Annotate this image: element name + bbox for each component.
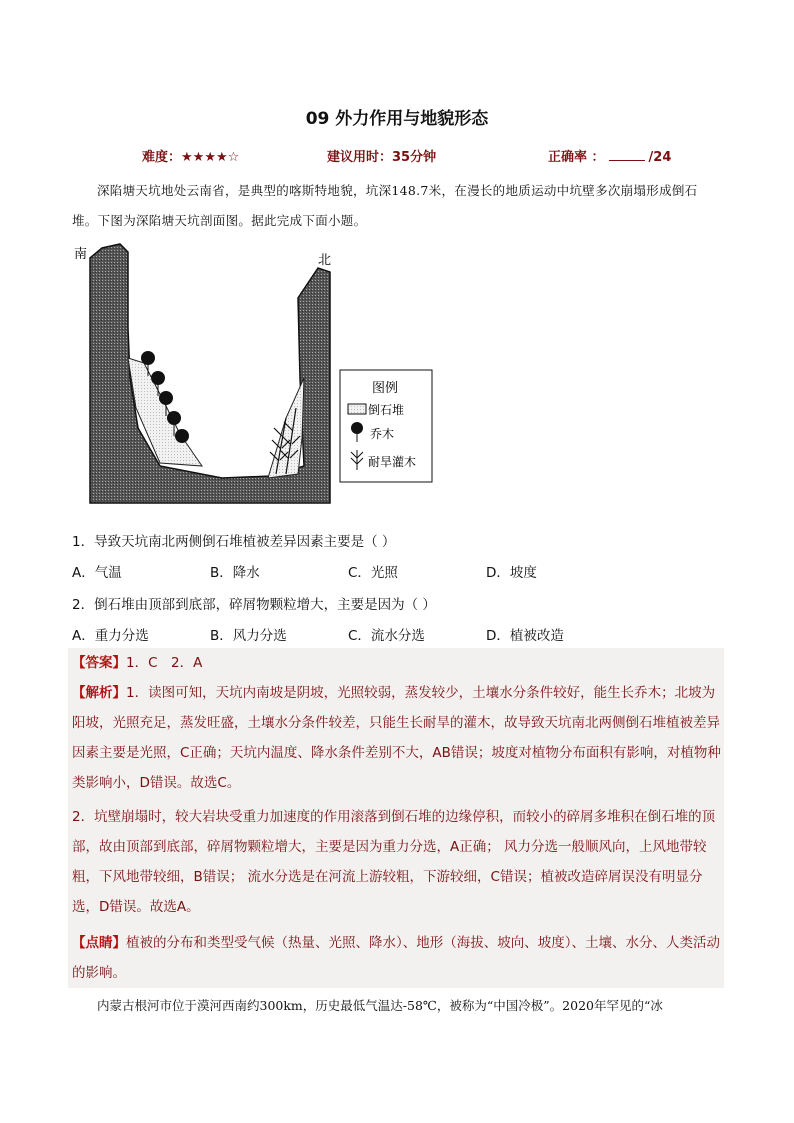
- accuracy-blank[interactable]: [609, 148, 645, 161]
- difficulty-stars: ★★★★☆: [181, 150, 240, 165]
- points-text: 植被的分布和类型受气候（热量、光照、降水）、地形（海拔、坡向、坡度）、土壤、水分、人类活动的影响。: [72, 935, 720, 981]
- profile-diagram: [72, 238, 452, 513]
- page-title: 09 外力作用与地貌形态: [305, 109, 489, 129]
- question-1-stem: 1．导致天坑南北两侧倒石堆植被差异因素主要是（ ）: [72, 534, 396, 550]
- question-2-options: [72, 624, 732, 644]
- question-1-options: [72, 561, 732, 581]
- answer-text: 1．C 2．A: [126, 655, 203, 671]
- difficulty-label: 难度：: [142, 150, 182, 165]
- analysis-1: [72, 678, 724, 798]
- next-section-intro: 内蒙古根河市位于漠河西南约300km，历史最低气温达-58℃，被称为“中国冷极”。2020年罕见的“冰: [97, 998, 663, 1013]
- north-label: 北: [318, 253, 332, 268]
- q2-option-d[interactable]: D．植被改造: [486, 628, 564, 644]
- answer-line: [72, 648, 724, 678]
- accuracy-label: 正确率 ：: [548, 150, 605, 165]
- q2-option-b[interactable]: B．风力分选: [210, 628, 287, 644]
- q2-option-a[interactable]: A．重力分选: [72, 628, 149, 644]
- points-tag: 【点睛】: [72, 935, 126, 951]
- accuracy: [548, 146, 671, 165]
- analysis-1-text: 1．读图可知，天坑内南坡是阴坡，光照较弱，蒸发较少，土壤水分条件较好，能生长乔木；北坡为阳坡，光照充足，蒸发旺盛，土壤水分条件较差，只能生长耐旱的灌木，故导致天坑南北两侧倒石堆植被差异因素主要是光照，C正确；天坑内温度、降水条件差别不大，AB错误；坡度对植物分布面积有影响，对植物种类影响小，D错误。故选C。: [72, 685, 721, 791]
- difficulty: [142, 146, 239, 165]
- q1-option-a[interactable]: A．气温: [72, 565, 122, 581]
- q1-option-b[interactable]: B．降水: [210, 565, 260, 581]
- intro-paragraph: 深陷塘天坑地处云南省，是典型的喀斯特地貌，坑深148.7米，在漫长的地质运动中坑壁多次崩塌形成倒石堆。下图为深陷塘天坑剖面图。据此完成下面小题。: [72, 183, 698, 228]
- points-line: [72, 928, 724, 988]
- suggested-time: [327, 146, 436, 165]
- legend-title: 图例: [372, 381, 399, 396]
- q1-option-d[interactable]: D．坡度: [486, 565, 537, 581]
- analysis-tag: 【解析】: [72, 685, 126, 701]
- figure-legend: [340, 370, 432, 482]
- legend-item-talus: 倒石堆: [368, 403, 405, 417]
- north-talus: [268, 378, 304, 478]
- legend-item-shrub: 耐旱灌木: [368, 455, 417, 469]
- q1-option-c[interactable]: C．光照: [348, 565, 398, 581]
- south-label: 南: [74, 247, 88, 262]
- answer-tag: 【答案】: [72, 655, 126, 671]
- legend-item-tree: 乔木: [370, 427, 395, 441]
- analysis-2: 2．坑壁崩塌时，较大岩块受重力加速度的作用滚落到倒石堆的边缘停积，而较小的碎屑多堆积在倒石堆的顶部，故由顶部到底部，碎屑物颗粒增大，主要是因为重力分选，A正确； 风力分选一般顺风向，上风地带较粗，下风地带较细，B错误； 流水分选是在河流上游较粗，下游较细，C错误；植被改造碎屑误没有明显分选，D错误。故选A。: [72, 809, 716, 915]
- question-2-stem: 2．倒石堆由顶部到底部，碎屑物颗粒增大，主要是因为（ ）: [72, 597, 436, 613]
- tiankeng-profile-figure: [72, 238, 452, 513]
- time-value: 35分钟: [392, 150, 437, 165]
- time-label: 建议用时：: [327, 150, 393, 165]
- q2-option-c[interactable]: C．流水分选: [348, 628, 425, 644]
- accuracy-total: /24: [648, 150, 672, 165]
